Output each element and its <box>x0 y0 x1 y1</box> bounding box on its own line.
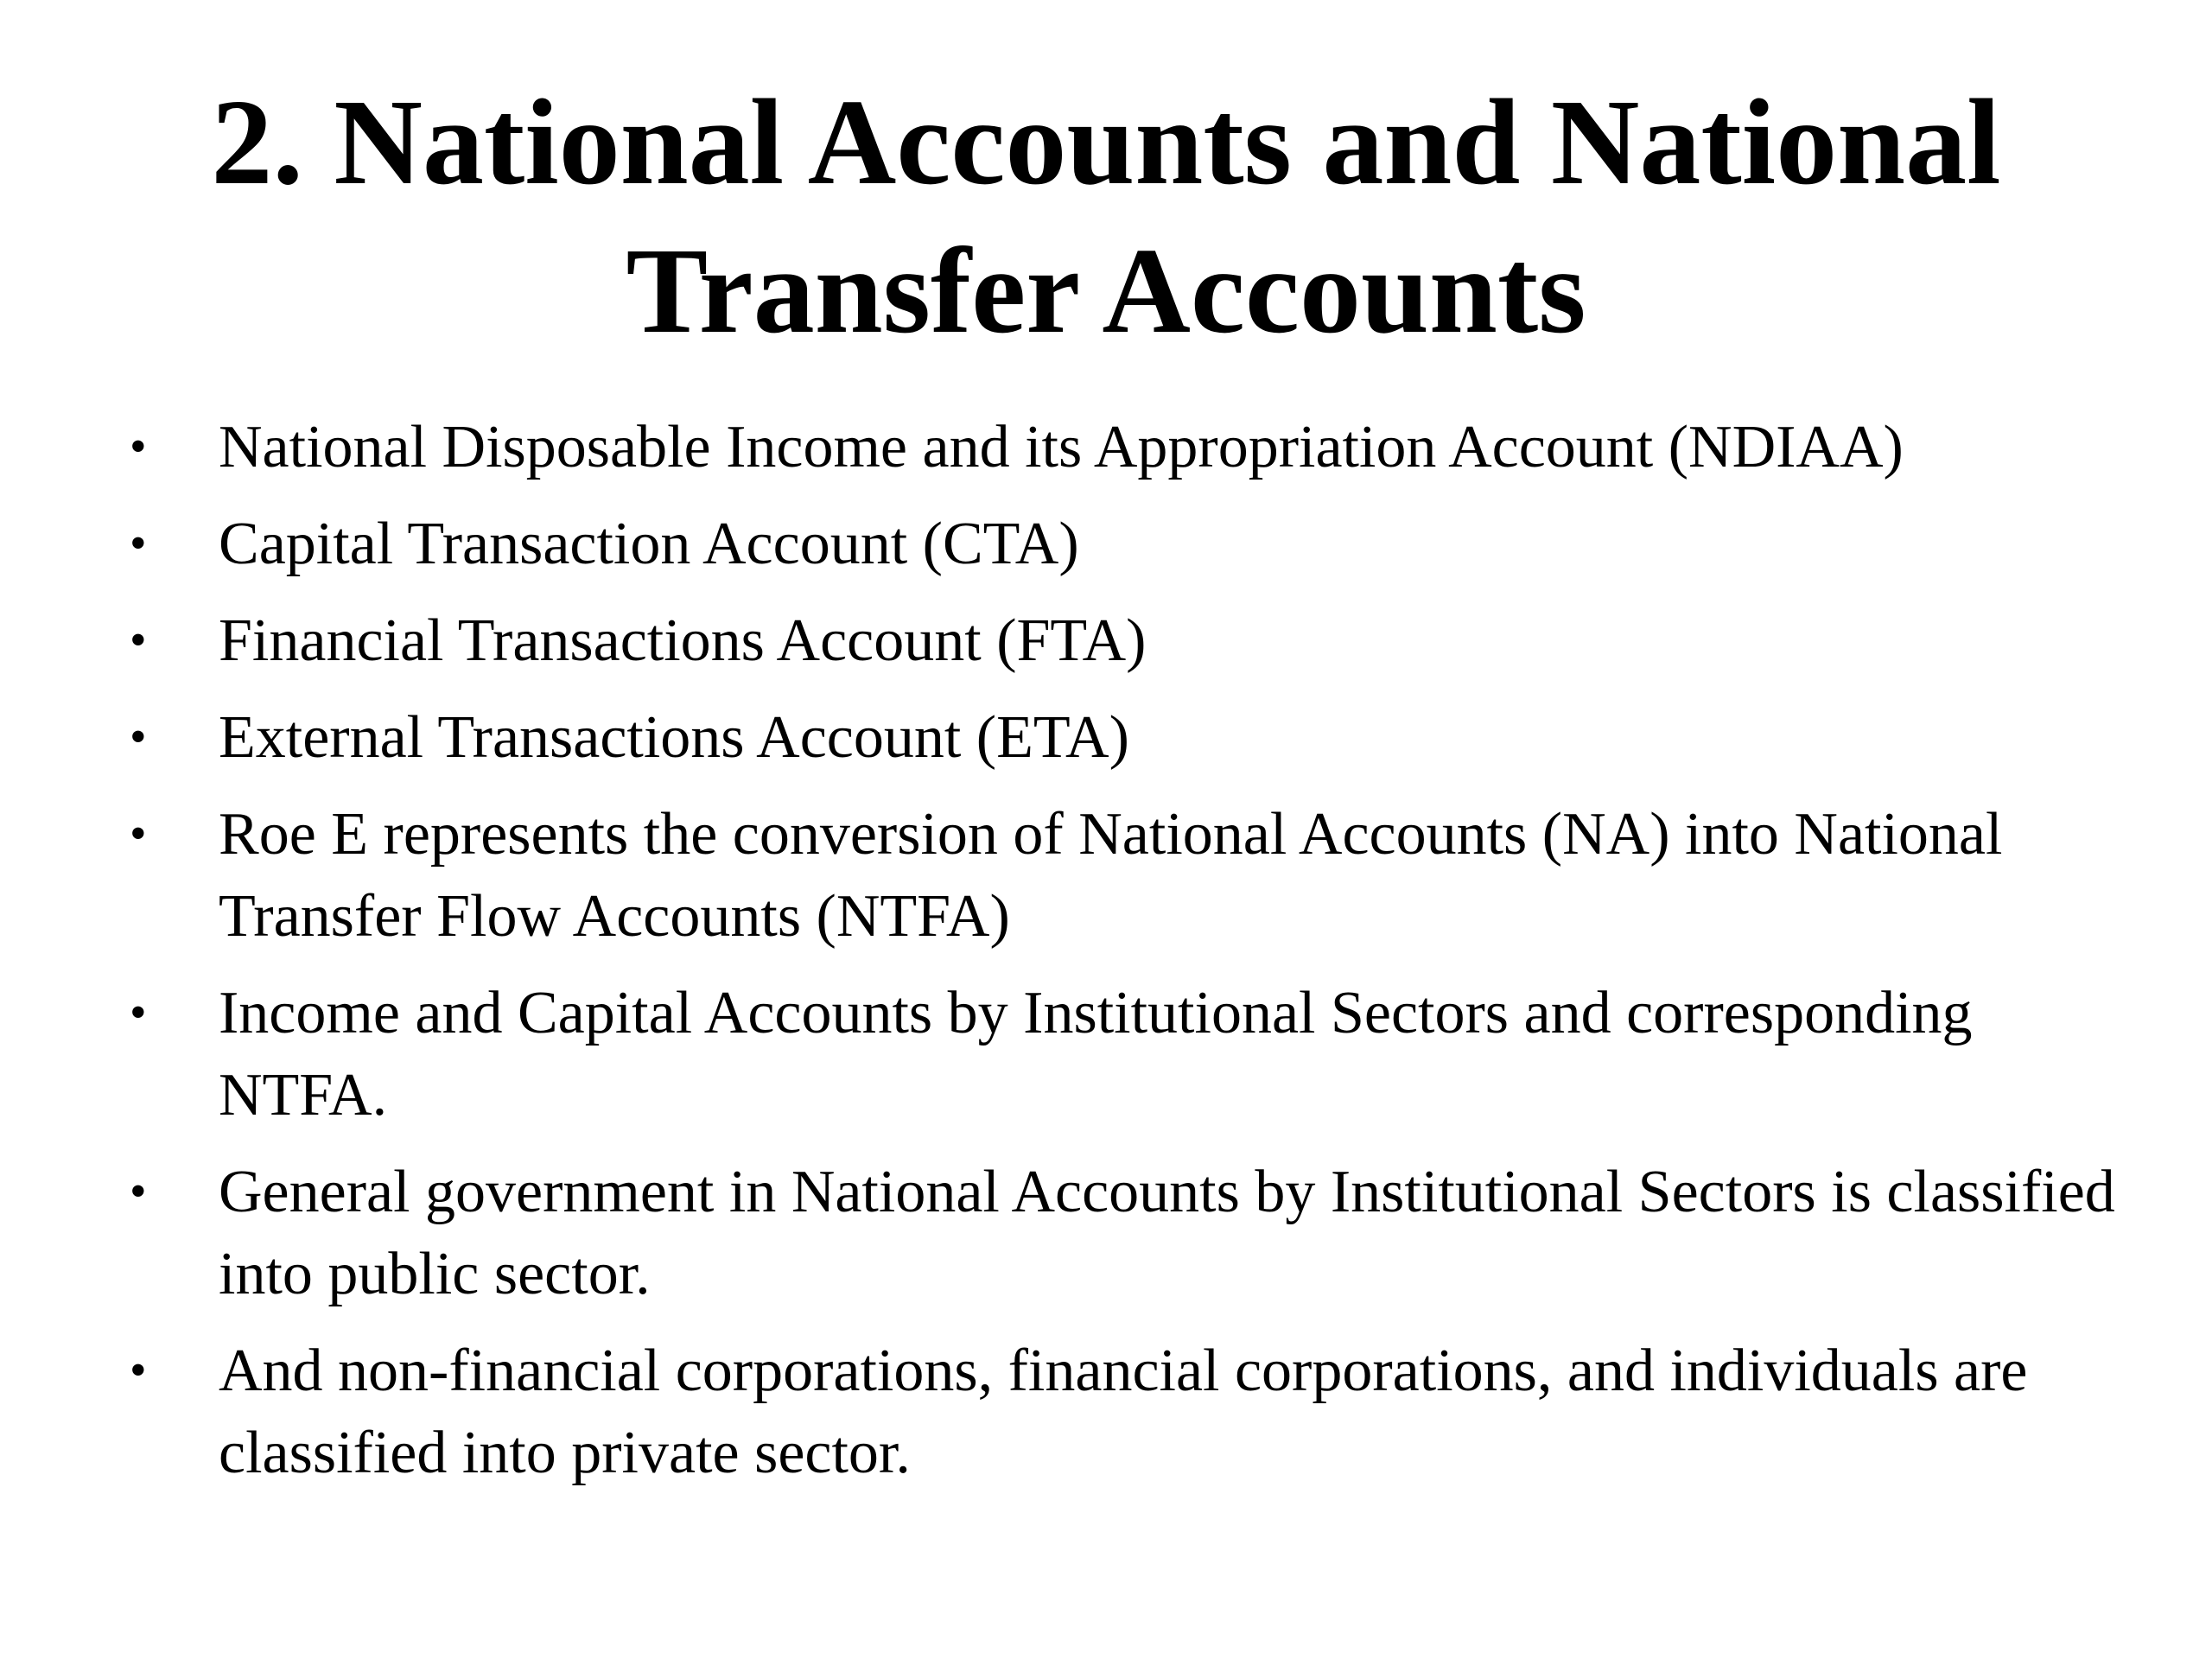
bullet-marker: • <box>130 986 147 1039</box>
bullet-marker: • <box>130 420 147 474</box>
bullet-text: Income and Capital Accounts by Institutional Sectors and corresponding NTFA. <box>219 980 1973 1128</box>
bullet-text: Roe E represents the conversion of National Accounts (NA) into National Transfer Flow Accounts (NTFA) <box>219 801 2003 950</box>
bullet-text: External Transactions Account (ETA) <box>219 704 1129 771</box>
bullet-marker: • <box>130 517 147 570</box>
bullet-text: And non-financial corporations, financial corporations, and individuals are classified into private sector. <box>219 1338 2028 1486</box>
bullet-marker: • <box>130 710 147 764</box>
bullet-item-income-capital <box>130 972 2117 1136</box>
bullet-item-private-sector <box>130 1330 2117 1494</box>
bullet-item-eta <box>130 696 2117 779</box>
bullet-marker: • <box>130 613 147 667</box>
bullet-item-general-government <box>130 1151 2117 1315</box>
bullet-text: Financial Transactions Account (FTA) <box>219 607 1147 674</box>
bullet-list <box>130 406 2117 1509</box>
bullet-text: National Disposable Income and its Appropriation Account (NDIAA) <box>219 414 1904 480</box>
bullet-marker: • <box>130 1344 147 1397</box>
bullet-marker: • <box>130 1165 147 1218</box>
bullet-item-ndiaa <box>130 406 2117 488</box>
bullet-text: General government in National Accounts by Institutional Sectors is classified into public sector. <box>219 1159 2115 1307</box>
bullet-item-roe-e <box>130 793 2117 957</box>
bullet-text: Capital Transaction Account (CTA) <box>219 511 1079 577</box>
slide-title: 2. National Accounts and National Transfer Accounts <box>211 73 2001 359</box>
bullet-item-fta <box>130 600 2117 682</box>
bullet-marker: • <box>130 807 147 861</box>
bullet-item-cta <box>130 503 2117 585</box>
